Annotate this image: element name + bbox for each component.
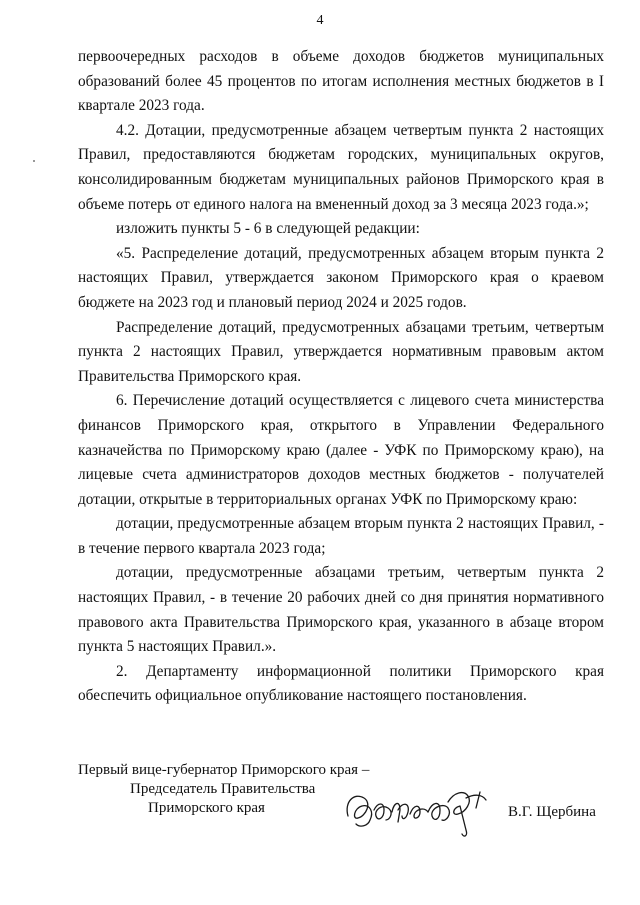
handwritten-signature	[340, 772, 510, 842]
paragraph-publication: 2. Департаменту информационной политики Приморского края обеспечить официальное опубликование настоящего постановления.	[78, 662, 604, 705]
paragraph-point-5-distribution: Распределение дотаций, предусмотренных абзацами третьим, четвертым пункта 2 настоящих Правил, утверждается нормативным правовым актом Правительства Приморского края.	[78, 318, 604, 385]
scan-mark	[33, 160, 35, 162]
document-body	[78, 45, 604, 709]
paragraph-amendment-intro: изложить пункты 5 - 6 в следующей редакции:	[116, 220, 420, 238]
signatory-title-line-1: Первый вице-губернатор Приморского края –	[78, 762, 370, 778]
signatory-title-line-3: Приморского края	[148, 800, 265, 816]
paragraph-4-2: 4.2. Дотации, предусмотренные абзацем четвертым пункта 2 настоящих Правил, предоставляются бюджетам городских, муниципальных округов, консолидированным бюджетам муниципальных районов Приморского края в объеме потерь от единого налога на вмененный доход за 3 месяца 2023 года.»;	[78, 121, 604, 213]
signer-name: В.Г. Щербина	[508, 804, 596, 820]
paragraph-continuation: первоочередных расходов в объеме доходов бюджетов муниципальных образований более 45 процентов по итогам исполнения местных бюджетов в I квартале 2023 года.	[78, 48, 604, 115]
paragraph-point-6: 6. Перечисление дотаций осуществляется с лицевого счета министерства финансов Приморского края, открытого в Управлении Федерального казначейства по Приморскому краю (далее - УФК по Приморскому краю), на лицевые счета администраторов доходов местных бюджетов - получателей дотации, открытые в территориальных органах УФК по Приморскому краю:	[78, 392, 604, 508]
paragraph-point-6-twenty-days: дотации, предусмотренные абзацами третьим, четвертым пункта 2 настоящих Правил, - в течение 20 рабочих дней со дня принятия нормативного правового акта Правительства Приморского края, указанного в абзаце втором пункта 5 настоящих Правил.».	[78, 564, 604, 656]
signatory-title-line-2: Председатель Правительства	[130, 781, 316, 797]
paragraph-point-6-first-quarter: дотации, предусмотренные абзацем вторым пункта 2 настоящих Правил, - в течение первого квартала 2023 года;	[78, 515, 604, 557]
page-number: 4	[316, 13, 324, 28]
signatory-title	[78, 761, 378, 818]
paragraph-point-5: «5. Распределение дотаций, предусмотренных абзацем вторым пункта 2 настоящих Правил, утверждается законом Приморского края о краевом бюджете на 2023 год и плановый период 2024 и 2025 годов.	[78, 244, 604, 311]
